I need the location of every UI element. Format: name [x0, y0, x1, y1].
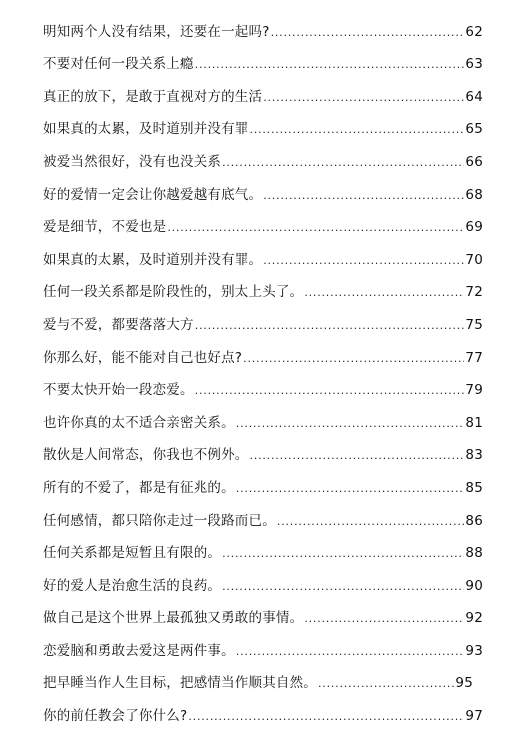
toc-entry[interactable] — [43, 432, 483, 465]
toc-entry-page: 79 — [465, 382, 483, 399]
toc-entry-page: 64 — [465, 88, 483, 105]
toc-entry[interactable] — [43, 269, 483, 302]
toc-entry-page: 65 — [465, 121, 483, 138]
toc-entry-title: 爱与不爱，都要落落大方 — [43, 316, 194, 333]
toc-entry[interactable] — [43, 106, 483, 139]
toc-entry-page: 97 — [465, 708, 483, 725]
toc-leader-dots — [236, 416, 465, 432]
toc-entry-page: 69 — [465, 219, 483, 236]
toc-entry-title: 散伙是人间常态，你我也不例外。 — [43, 447, 249, 464]
toc-entry-title: 被爱当然很好，没有也没关系 — [43, 153, 222, 170]
toc-leader-dots — [263, 253, 464, 269]
toc-entry[interactable] — [43, 399, 483, 432]
toc-entry-page: 92 — [465, 610, 483, 627]
toc-entry-page: 86 — [465, 512, 483, 529]
toc-entry-title: 也许你真的太不适合亲密关系。 — [43, 414, 235, 431]
table-of-contents — [43, 8, 483, 725]
toc-entry-title: 任何感情，都只陪你走过一段路而已。 — [43, 512, 276, 529]
toc-entry-page: 75 — [465, 316, 483, 333]
toc-entry-title: 恋爱脑和勇敢去爱这是两件事。 — [43, 642, 235, 659]
toc-leader-dots — [236, 481, 465, 497]
toc-entry-page: 88 — [465, 545, 483, 562]
toc-entry-title: 所有的不爱了，都是有征兆的。 — [43, 479, 235, 496]
toc-entry-page: 93 — [465, 642, 483, 659]
toc-entry[interactable] — [43, 138, 483, 171]
toc-entry-page: 81 — [465, 414, 483, 431]
toc-leader-dots — [222, 546, 464, 562]
toc-entry-page: 63 — [465, 56, 483, 73]
toc-entry-title: 明知两个人没有结果，还要在一起吗? — [43, 23, 270, 40]
toc-entry-page: 70 — [465, 251, 483, 268]
toc-entry-title: 任何关系都是短暂且有限的。 — [43, 545, 222, 562]
toc-leader-dots — [195, 57, 465, 73]
toc-entry-title: 不要对任何一段关系上瘾 — [43, 56, 194, 73]
toc-leader-dots — [250, 448, 465, 464]
toc-entry-page: 72 — [465, 284, 483, 301]
toc-entry-title: 好的爱情一定会让你越爱越有底气。 — [43, 186, 263, 203]
toc-entry[interactable] — [43, 692, 483, 725]
toc-leader-dots — [222, 579, 464, 595]
toc-entry[interactable] — [43, 660, 483, 693]
toc-entry[interactable] — [43, 73, 483, 106]
toc-entry[interactable] — [43, 497, 483, 530]
toc-leader-dots — [318, 676, 454, 692]
toc-entry[interactable] — [43, 41, 483, 74]
toc-entry[interactable] — [43, 334, 483, 367]
toc-entry-title: 你的前任教会了你什么? — [43, 708, 188, 725]
toc-entry[interactable] — [43, 8, 483, 41]
toc-entry[interactable] — [43, 595, 483, 628]
toc-entry-title: 你那么好，能不能对自己也好点? — [43, 349, 243, 366]
toc-leader-dots — [304, 285, 464, 301]
toc-leader-dots — [263, 188, 464, 204]
toc-entry-page: 90 — [465, 577, 483, 594]
toc-leader-dots — [195, 318, 465, 334]
toc-entry-page: 85 — [465, 479, 483, 496]
toc-leader-dots — [304, 611, 464, 627]
toc-entry-page: 68 — [465, 186, 483, 203]
toc-entry-title: 真正的放下，是敢于直视对方的生活 — [43, 88, 263, 105]
toc-entry-title: 好的爱人是治愈生活的良药。 — [43, 577, 222, 594]
toc-entry-title: 如果真的太累，及时道别并没有罪 — [43, 121, 249, 138]
toc-entry[interactable] — [43, 367, 483, 400]
toc-entry-title: 任何一段关系都是阶段性的，别太上头了。 — [43, 284, 304, 301]
toc-entry-page: 83 — [465, 447, 483, 464]
toc-entry[interactable] — [43, 171, 483, 204]
toc-entry-page: 95 — [455, 675, 473, 692]
toc-leader-dots — [250, 122, 465, 138]
toc-leader-dots — [263, 90, 464, 106]
toc-entry-title: 爱是细节，不爱也是 — [43, 219, 167, 236]
toc-entry[interactable] — [43, 627, 483, 660]
toc-entry[interactable] — [43, 301, 483, 334]
toc-leader-dots — [236, 644, 465, 660]
toc-leader-dots — [222, 155, 464, 171]
toc-entry[interactable] — [43, 236, 483, 269]
toc-leader-dots — [271, 25, 465, 41]
toc-entry-page: 77 — [465, 349, 483, 366]
toc-leader-dots — [195, 383, 465, 399]
toc-entry-title: 如果真的太累，及时道别并没有罪。 — [43, 251, 263, 268]
toc-leader-dots — [167, 220, 464, 236]
toc-leader-dots — [243, 351, 464, 367]
toc-entry-title: 把早睡当作人生目标，把感情当作顺其自然。 — [43, 675, 317, 692]
toc-entry[interactable] — [43, 464, 483, 497]
toc-entry-title: 不要太快开始一段恋爱。 — [43, 382, 194, 399]
toc-entry-page: 66 — [465, 153, 483, 170]
toc-leader-dots — [277, 514, 465, 530]
toc-entry-title: 做自己是这个世界上最孤独又勇敢的事情。 — [43, 610, 304, 627]
toc-leader-dots — [188, 709, 464, 725]
toc-entry-page: 62 — [465, 23, 483, 40]
toc-entry[interactable] — [43, 530, 483, 563]
toc-entry[interactable] — [43, 562, 483, 595]
toc-entry[interactable] — [43, 204, 483, 237]
